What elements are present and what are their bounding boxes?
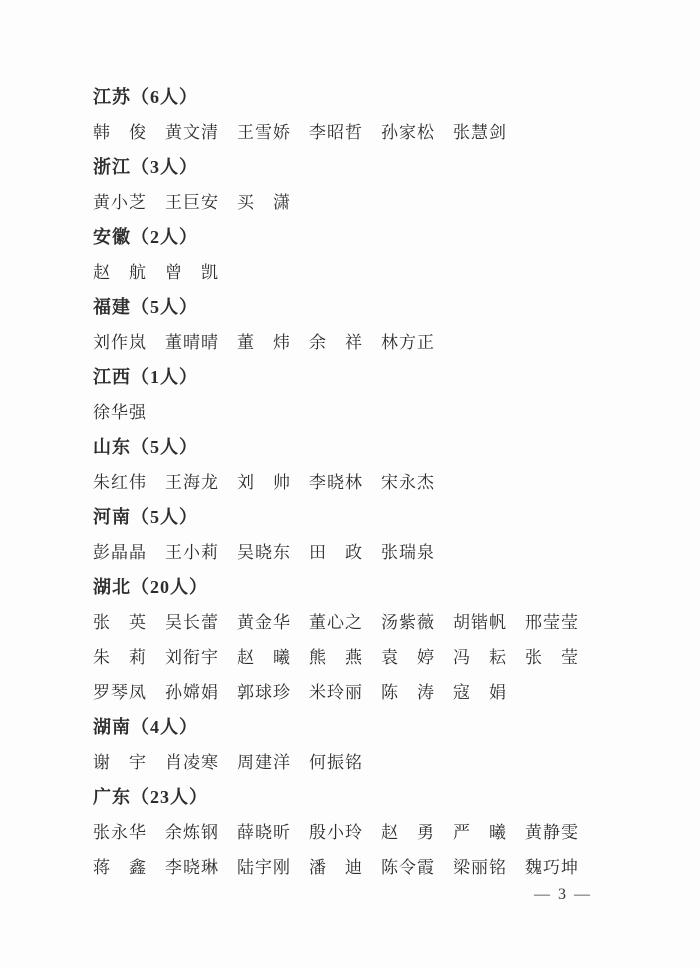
person-name: 罗琴凤 bbox=[93, 683, 147, 702]
person-name: 汤紫薇 bbox=[381, 613, 435, 632]
name-row bbox=[93, 255, 645, 290]
person-name: 刘 帅 bbox=[237, 473, 291, 492]
name-row bbox=[93, 675, 645, 710]
person-name: 赵 航 bbox=[93, 263, 147, 282]
person-name: 田 政 bbox=[309, 543, 363, 562]
province-heading: 广东（23人） bbox=[93, 787, 208, 807]
province-heading: 安徽（2人） bbox=[93, 227, 198, 247]
province-heading: 江苏（6人） bbox=[93, 87, 198, 107]
person-name: 米玲丽 bbox=[309, 683, 363, 702]
person-name: 王海龙 bbox=[165, 473, 219, 492]
person-name: 王巨安 bbox=[165, 193, 219, 212]
person-name: 李昭哲 bbox=[309, 123, 363, 142]
person-name: 张 莹 bbox=[525, 648, 579, 667]
person-name: 余炼钢 bbox=[165, 823, 219, 842]
person-name: 陆宇刚 bbox=[237, 858, 291, 877]
person-name: 何振铭 bbox=[309, 753, 363, 772]
person-name: 李晓林 bbox=[309, 473, 363, 492]
person-name: 徐华强 bbox=[93, 403, 147, 422]
person-name: 黄小芝 bbox=[93, 193, 147, 212]
person-name: 熊 燕 bbox=[309, 648, 363, 667]
person-name: 谢 宇 bbox=[93, 753, 147, 772]
person-name: 黄静雯 bbox=[525, 823, 579, 842]
person-name: 董心之 bbox=[309, 613, 363, 632]
person-name: 赵 曦 bbox=[237, 648, 291, 667]
person-name: 肖凌寒 bbox=[165, 753, 219, 772]
person-name: 郭球珍 bbox=[237, 683, 291, 702]
person-name: 殷小玲 bbox=[309, 823, 363, 842]
person-name: 张瑞泉 bbox=[381, 543, 435, 562]
person-name: 刘衔宇 bbox=[165, 648, 219, 667]
province-heading: 湖北（20人） bbox=[93, 577, 208, 597]
person-name: 孙家松 bbox=[381, 123, 435, 142]
person-name: 潘 迪 bbox=[309, 858, 363, 877]
name-row bbox=[93, 745, 645, 780]
person-name: 寇 娟 bbox=[453, 683, 507, 702]
person-name: 陈 涛 bbox=[381, 683, 435, 702]
name-row bbox=[93, 465, 645, 500]
province-heading: 湖南（4人） bbox=[93, 717, 198, 737]
province-heading: 福建（5人） bbox=[93, 297, 198, 317]
person-name: 陈令霞 bbox=[381, 858, 435, 877]
person-name: 严 曦 bbox=[453, 823, 507, 842]
person-name: 林方正 bbox=[381, 333, 435, 352]
province-heading: 山东（5人） bbox=[93, 437, 198, 457]
person-name: 薛晓昕 bbox=[237, 823, 291, 842]
person-name: 余 祥 bbox=[309, 333, 363, 352]
name-row bbox=[93, 605, 645, 640]
person-name: 周建洋 bbox=[237, 753, 291, 772]
person-name: 朱红伟 bbox=[93, 473, 147, 492]
person-name: 魏巧坤 bbox=[525, 858, 579, 877]
person-name: 黄文清 bbox=[165, 123, 219, 142]
name-row bbox=[93, 325, 645, 360]
province-heading: 浙江（3人） bbox=[93, 157, 198, 177]
name-row bbox=[93, 640, 645, 675]
person-name: 孙嫦娟 bbox=[165, 683, 219, 702]
name-row bbox=[93, 115, 645, 150]
name-row bbox=[93, 850, 645, 885]
name-row bbox=[93, 395, 645, 430]
person-name: 彭晶晶 bbox=[93, 543, 147, 562]
person-name: 宋永杰 bbox=[381, 473, 435, 492]
person-name: 梁丽铭 bbox=[453, 858, 507, 877]
person-name: 朱 莉 bbox=[93, 648, 147, 667]
person-name: 李晓琳 bbox=[165, 858, 219, 877]
person-name: 袁 婷 bbox=[381, 648, 435, 667]
province-roster-list bbox=[93, 80, 645, 885]
person-name: 赵 勇 bbox=[381, 823, 435, 842]
person-name: 曾 凯 bbox=[165, 263, 219, 282]
person-name: 张慧剑 bbox=[453, 123, 507, 142]
person-name: 董晴晴 bbox=[165, 333, 219, 352]
person-name: 冯 耘 bbox=[453, 648, 507, 667]
person-name: 韩 俊 bbox=[93, 123, 147, 142]
person-name: 王雪娇 bbox=[237, 123, 291, 142]
page-number: — 3 — bbox=[534, 886, 592, 903]
province-heading: 江西（1人） bbox=[93, 367, 198, 387]
name-row bbox=[93, 815, 645, 850]
person-name: 董 炜 bbox=[237, 333, 291, 352]
person-name: 吴长蕾 bbox=[165, 613, 219, 632]
person-name: 买 潇 bbox=[237, 193, 291, 212]
person-name: 邢莹莹 bbox=[525, 613, 579, 632]
person-name: 吴晓东 bbox=[237, 543, 291, 562]
province-heading: 河南（5人） bbox=[93, 507, 198, 527]
person-name: 张 英 bbox=[93, 613, 147, 632]
name-row bbox=[93, 535, 645, 570]
person-name: 黄金华 bbox=[237, 613, 291, 632]
name-row bbox=[93, 185, 645, 220]
person-name: 蒋 鑫 bbox=[93, 858, 147, 877]
person-name: 王小莉 bbox=[165, 543, 219, 562]
person-name: 张永华 bbox=[93, 823, 147, 842]
person-name: 胡锴帆 bbox=[453, 613, 507, 632]
person-name: 刘作岚 bbox=[93, 333, 147, 352]
